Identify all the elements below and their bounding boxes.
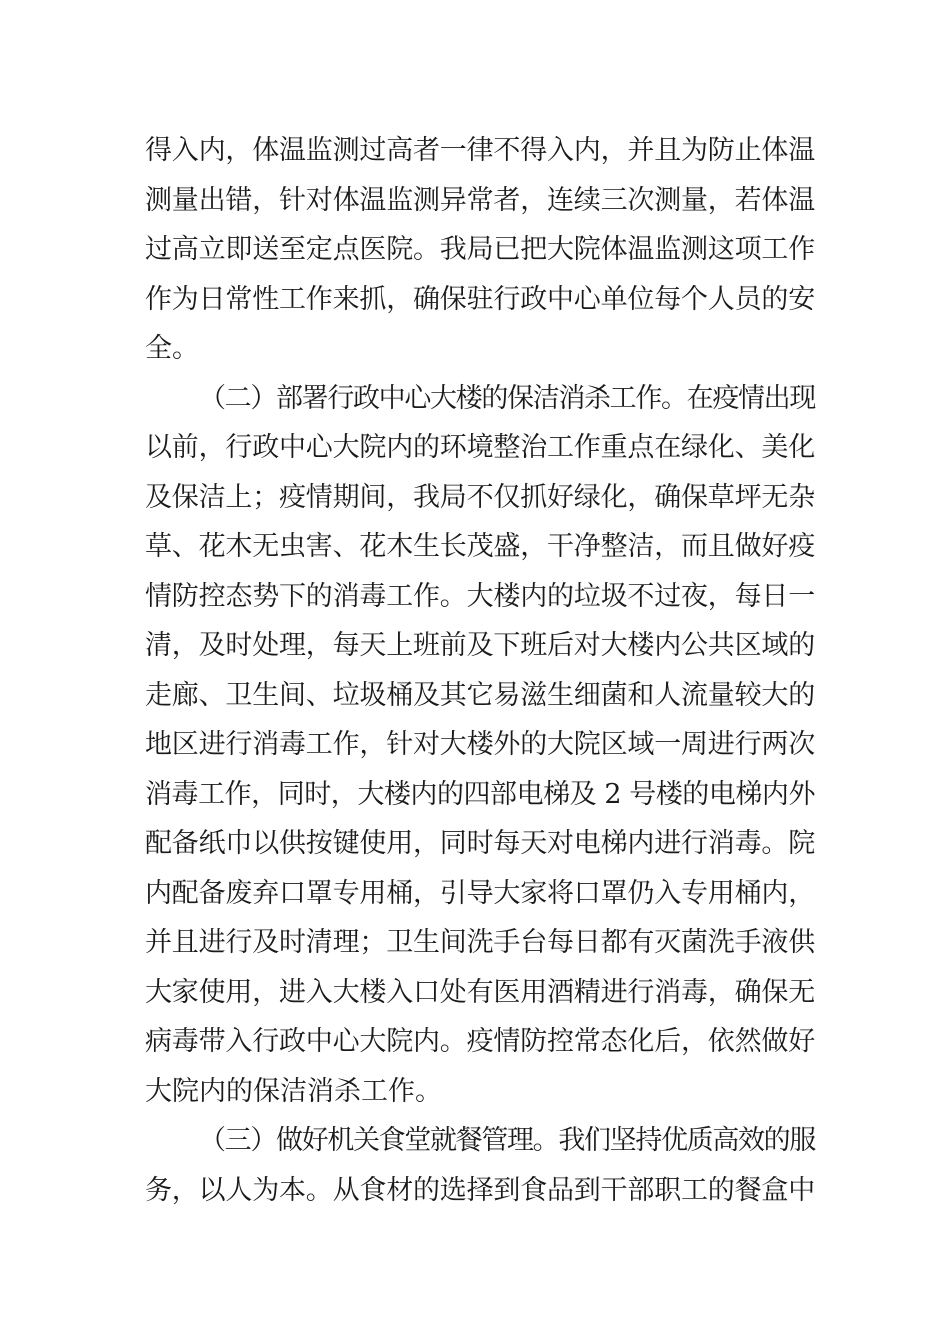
document-body: [145, 126, 815, 1215]
paragraph-line: 并且进行及时清理；卫生间洗手台每日都有灭菌洗手液供: [145, 927, 815, 958]
paragraph-line: （三）做好机关食堂就餐管理。我们坚持优质高效的服: [199, 1125, 815, 1156]
paragraph-line: 以前，行政中心大院内的环境整治工作重点在绿化、美化: [145, 432, 815, 463]
paragraph-line: 务，以人为本。从食材的选择到食品到干部职工的餐盒中: [145, 1174, 815, 1206]
paragraph-line: 大家使用，进入大楼入口处有医用酒精进行消毒，确保无: [145, 976, 815, 1008]
paragraph-line: 病毒带入行政中心大院内。疫情防控常态化后，依然做好: [145, 1026, 815, 1057]
paragraph-line: 配备纸巾以供按键使用，同时每天对电梯内进行消毒。院: [145, 828, 815, 859]
paragraph-line: 地区进行消毒工作，针对大楼外的大院区域一周进行两次: [145, 729, 815, 760]
paragraph-3: [145, 1116, 815, 1215]
paragraph-line: 情防控态势下的消毒工作。大楼内的垃圾不过夜，每日一: [145, 580, 815, 612]
paragraph-line: 大院内的保洁消杀工作。: [145, 1075, 442, 1107]
paragraph-1: [145, 126, 815, 374]
paragraph-line: 及保洁上；疫情期间，我局不仅抓好绿化，确保草坪无杂: [145, 481, 815, 513]
paragraph-line: 走廊、卫生间、垃圾桶及其它易滋生细菌和人流量较大的: [145, 679, 815, 711]
paragraph-line: 测量出错，针对体温监测异常者，连续三次测量，若体温: [145, 184, 815, 216]
paragraph-line: 过高立即送至定点医院。我局已把大院体温监测这项工作: [145, 234, 815, 265]
paragraph-line: （二）部署行政中心大楼的保洁消杀工作。在疫情出现: [199, 382, 815, 414]
paragraph-line: 清，及时处理，每天上班前及下班后对大楼内公共区域的: [145, 630, 815, 661]
paragraph-line: 得入内，体温监测过高者一律不得入内，并且为防止体温: [145, 135, 815, 166]
paragraph-line: 草、花木无虫害、花木生长茂盛，干净整洁，而且做好疫: [145, 531, 815, 562]
paragraph-line: 作为日常性工作来抓，确保驻行政中心单位每个人员的安: [145, 283, 815, 315]
paragraph-line: 消毒工作，同时，大楼内的四部电梯及 2 号楼的电梯内外: [145, 778, 815, 810]
paragraph-2: [145, 374, 815, 1117]
paragraph-line: 内配备废弃口罩专用桶，引导大家将口罩仍入专用桶内，: [145, 877, 815, 909]
paragraph-line: 全。: [145, 333, 199, 364]
